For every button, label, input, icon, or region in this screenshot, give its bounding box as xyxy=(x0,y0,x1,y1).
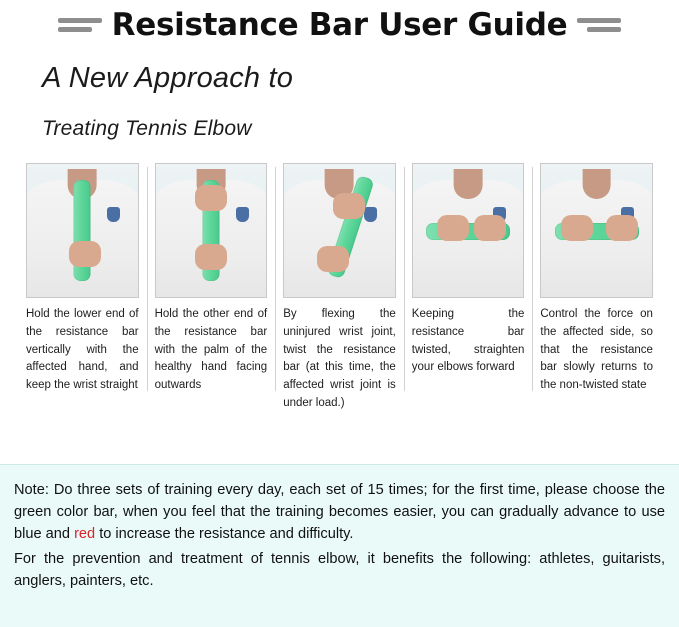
step-photo xyxy=(283,163,396,298)
step-item xyxy=(532,163,661,413)
step-caption: Control the force on the affected side, so that the resistance bar slowly returns to the non-twisted state xyxy=(540,308,653,392)
step-photo xyxy=(412,163,525,298)
note-panel xyxy=(0,464,679,627)
page-header xyxy=(0,0,679,46)
subtitle-line-1: A New Approach to xyxy=(42,62,294,94)
step-item xyxy=(147,163,276,413)
note-paragraph-2: For the prevention and treatment of tennis elbow, it benefits the following: athletes, guitarists, anglers, painters, etc. xyxy=(14,550,665,589)
step-photo xyxy=(540,163,653,298)
subtitle-line-2: Treating Tennis Elbow xyxy=(42,117,252,140)
double-line-icon xyxy=(577,18,621,32)
step-caption: Hold the other end of the resistance bar with the palm of the healthy hand facing outwards xyxy=(154,308,268,392)
step-item xyxy=(275,163,404,413)
steps-strip xyxy=(0,163,679,413)
step-item xyxy=(18,163,147,413)
step-caption: Keeping the resistance bar twisted, straighten your elbows forward xyxy=(411,308,525,374)
step-photo xyxy=(155,163,268,298)
step-caption: Hold the lower end of the resistance bar vertically with the affected hand, and keep the wrist straight xyxy=(26,308,139,392)
step-item xyxy=(404,163,533,413)
note-paragraph-1 xyxy=(14,479,665,546)
note-red-word: red xyxy=(74,526,96,543)
note-text-part-1: Note: Do three sets of training every day, each set of 15 times; for the first time, please choose the green color bar, when you feel that the training becomes easier, you can gradually advance to use blue and xyxy=(14,482,665,543)
page-title: Resistance Bar User Guide xyxy=(111,7,568,43)
step-photo xyxy=(26,163,139,298)
step-caption: By flexing the uninjured wrist joint, twist the resistance bar (at this time, the affected wrist joint is under load.) xyxy=(283,308,396,410)
subtitle-block xyxy=(0,46,679,141)
note-text-part-2: to increase the resistance and difficulty. xyxy=(95,526,354,543)
double-line-icon xyxy=(58,18,102,32)
